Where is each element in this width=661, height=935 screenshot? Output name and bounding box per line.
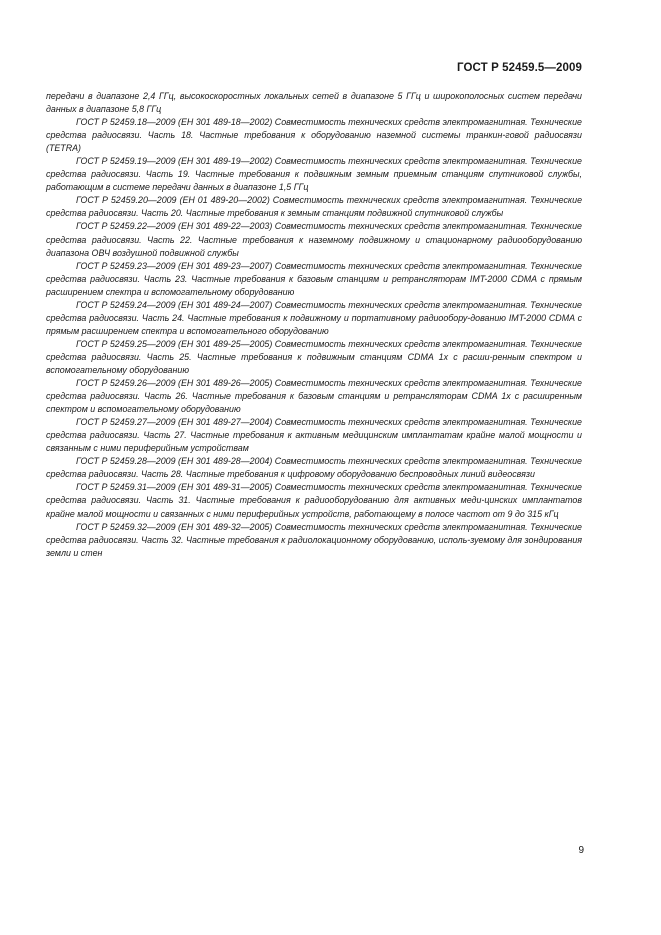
standard-entry-20: ГОСТ Р 52459.20—2009 (ЕН 01 489-20—2002) Совместимость технических средств электромагнитная. Технические средства радиосвязи. Часть 20. Частные требования к земным станциям подвижной спутниковой службы	[46, 195, 582, 219]
standard-entry-31: ГОСТ Р 52459.31—2009 (ЕН 301 489-31—2005) Совместимость технических средств электромагнитная. Технические средства радиосвязи. Часть 31. Частные требования к радиооборудованию для активных меди-цинских имплантатов крайне малой мощности и связанных с ними периферийных устройств, работающему в полосе частот от 9 до 315 кГц	[46, 482, 582, 519]
continuation-paragraph: передачи в диапазоне 2,4 ГГц, высокоскоростных локальных сетей в диапазоне 5 ГГц и широкополосных систем передачи данных в диапазоне 5,8 ГГц	[46, 91, 582, 115]
standard-entry-22: ГОСТ Р 52459.22—2009 (ЕН 301 489-22—2003) Совместимость технических средств электромагнитная. Технические средства радиосвязи. Часть 22. Частные требования к наземному подвижному и стационарному радиооборудованию диапазона ОВЧ воздушной подвижной службы	[46, 221, 582, 258]
standards-list	[46, 90, 582, 560]
document-code-header: ГОСТ Р 52459.5—2009	[457, 62, 582, 74]
standard-entry-18: ГОСТ Р 52459.18—2009 (ЕН 301 489-18—2002) Совместимость технических средств электромагнитная. Технические средства радиосвязи. Часть 18. Частные требования к оборудованию наземной системы транкин-говой радиосвязи (TETRA)	[46, 117, 582, 154]
standard-entry-27: ГОСТ Р 52459.27—2009 (ЕН 301 489-27—2004) Совместимость технических средств электромагнитная. Технические средства радиосвязи. Часть 27. Частные требования к активным медицинским имплантатам крайне малой мощности и связанным с ними периферийным устройствам	[46, 417, 582, 454]
page-number: 9	[578, 845, 584, 856]
standard-entry-26: ГОСТ Р 52459.26—2009 (ЕН 301 489-26—2005) Совместимость технических средств электромагнитная. Технические средства радиосвязи. Часть 26. Частные требования к базовым станциям и ретрансляторам CDMA 1x с расширенным спектром и вспомогательному оборудованию	[46, 378, 582, 415]
standard-entry-32: ГОСТ Р 52459.32—2009 (ЕН 301 489-32—2005) Совместимость технических средств электромагнитная. Технические средства радиосвязи. Часть 32. Частные требования к радиолокационному оборудованию, исполь-зуемому для зондирования земли и стен	[46, 521, 582, 558]
standard-entry-19: ГОСТ Р 52459.19—2009 (ЕН 301 489-19—2002) Совместимость технических средств электромагнитная. Технические средства радиосвязи. Часть 19. Частные требования к подвижным земным приемным станциям спутниковой службы, работающим в системе передачи данных в диапазоне 1,5 ГГц	[46, 156, 582, 193]
standard-entry-28: ГОСТ Р 52459.28—2009 (ЕН 301 489-28—2004) Совместимость технических средств электромагнитная. Технические средства радиосвязи. Часть 28. Частные требования к цифровому оборудованию беспроводных линий видеосвязи	[46, 456, 582, 480]
standard-entry-24: ГОСТ Р 52459.24—2009 (ЕН 301 489-24—2007) Совместимость технических средств электромагнитная. Технические средства радиосвязи. Часть 24. Частные требования к подвижному и портативному радиообору-дованию IMT-2000 CDMA с прямым расширением спектра и вспомогательного оборудованию	[46, 299, 583, 336]
standard-entry-25: ГОСТ Р 52459.25—2009 (ЕН 301 489-25—2005) Совместимость технических средств электромагнитная. Технические средства радиосвязи. Часть 25. Частные требования к подвижным станциям CDMA 1x с расши-ренным спектром и вспомогательному оборудованию	[46, 338, 582, 375]
standard-entry-23: ГОСТ Р 52459.23—2009 (ЕН 301 489-23—2007) Совместимость технических средств электромагнитная. Технические средства радиосвязи. Часть 23. Частные требования к базовым станциям и ретрансляторам IMT-2000 CDMA с прямым расширением спектра и вспомогательному оборудованию	[46, 260, 582, 297]
